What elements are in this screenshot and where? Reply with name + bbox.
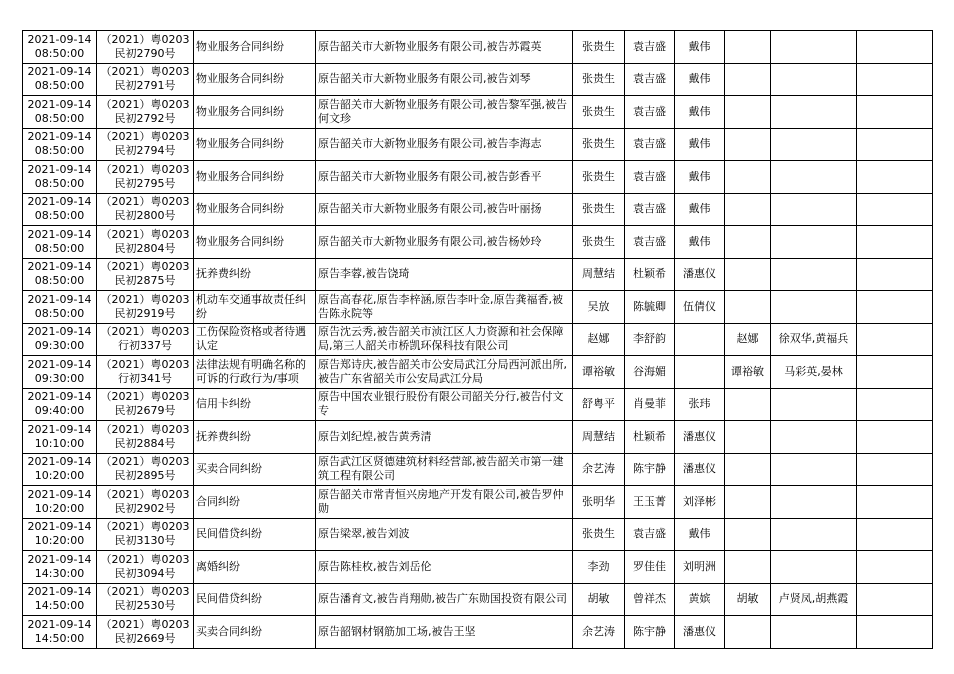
table-body: [23, 31, 933, 649]
judge-cell: 吴放: [573, 291, 625, 324]
date-cell: 2021-09-14 08:50:00: [23, 161, 97, 194]
parties-cell: 原告韶关市大新物业服务有限公司,被告李海志: [316, 128, 573, 161]
notes-cell: [857, 128, 933, 161]
hearing-schedule-table: [22, 30, 933, 649]
judge-cell: 张贵生: [573, 63, 625, 96]
notes-cell: [857, 258, 933, 291]
judge-cell: 周慧结: [573, 421, 625, 454]
case-number-cell: （2021）粤0203民初2791号: [97, 63, 194, 96]
notes-cell: [857, 291, 933, 324]
recorder-cell: 潘惠仪: [675, 258, 725, 291]
notes-cell: [857, 161, 933, 194]
case-number-cell: （2021）粤0203行初341号: [97, 356, 194, 389]
case-number-cell: （2021）粤0203民初2792号: [97, 96, 194, 129]
date-cell: 2021-09-14 14:50:00: [23, 616, 97, 649]
table-row: [23, 616, 933, 649]
case-type-cell: 机动车交通事故责任纠纷: [194, 291, 316, 324]
clerk-cell: 王玉菁: [625, 486, 675, 519]
recorder-cell: [675, 323, 725, 356]
case-type-cell: 抚养费纠纷: [194, 258, 316, 291]
parties-cell: 原告韶关市大新物业服务有限公司,被告刘琴: [316, 63, 573, 96]
parties-cell: 原告武江区贤德建筑材料经营部,被告韶关市第一建筑工程有限公司: [316, 453, 573, 486]
assessors-cell: [771, 518, 857, 551]
date-cell: 2021-09-14 14:50:00: [23, 583, 97, 616]
case-type-cell: 物业服务合同纠纷: [194, 96, 316, 129]
notes-cell: [857, 31, 933, 64]
table-row: [23, 161, 933, 194]
judge-cell: 张贵生: [573, 161, 625, 194]
case-number-cell: （2021）粤0203民初2679号: [97, 388, 194, 421]
case-type-cell: 法律法规有明确名称的可诉的行政行为/事项: [194, 356, 316, 389]
case-number-cell: （2021）粤0203民初3130号: [97, 518, 194, 551]
judge-cell: 张贵生: [573, 128, 625, 161]
assessors-cell: [771, 486, 857, 519]
presiding-cell: [725, 453, 771, 486]
judge-cell: 谭裕敏: [573, 356, 625, 389]
clerk-cell: 袁吉盛: [625, 161, 675, 194]
presiding-cell: [725, 63, 771, 96]
recorder-cell: 刘明洲: [675, 551, 725, 584]
date-cell: 2021-09-14 08:50:00: [23, 291, 97, 324]
date-cell: 2021-09-14 10:20:00: [23, 486, 97, 519]
clerk-cell: 谷海媚: [625, 356, 675, 389]
parties-cell: 原告韶钢材钢筋加工场,被告王坚: [316, 616, 573, 649]
assessors-cell: [771, 31, 857, 64]
assessors-cell: [771, 161, 857, 194]
assessors-cell: [771, 453, 857, 486]
judge-cell: 舒粤平: [573, 388, 625, 421]
notes-cell: [857, 356, 933, 389]
judge-cell: 张贵生: [573, 193, 625, 226]
judge-cell: 张明华: [573, 486, 625, 519]
case-type-cell: 民间借贷纠纷: [194, 583, 316, 616]
case-type-cell: 信用卡纠纷: [194, 388, 316, 421]
recorder-cell: 戴伟: [675, 161, 725, 194]
parties-cell: 原告韶关市大新物业服务有限公司,被告杨妙玲: [316, 226, 573, 259]
assessors-cell: [771, 421, 857, 454]
parties-cell: 原告陈桂枚,被告刘岳伦: [316, 551, 573, 584]
case-number-cell: （2021）粤0203民初2794号: [97, 128, 194, 161]
parties-cell: 原告韶关市大新物业服务有限公司,被告苏霞英: [316, 31, 573, 64]
case-type-cell: 物业服务合同纠纷: [194, 193, 316, 226]
assessors-cell: [771, 616, 857, 649]
date-cell: 2021-09-14 08:50:00: [23, 258, 97, 291]
date-cell: 2021-09-14 08:50:00: [23, 63, 97, 96]
date-cell: 2021-09-14 09:30:00: [23, 356, 97, 389]
case-type-cell: 物业服务合同纠纷: [194, 161, 316, 194]
date-cell: 2021-09-14 08:50:00: [23, 128, 97, 161]
notes-cell: [857, 583, 933, 616]
assessors-cell: [771, 226, 857, 259]
presiding-cell: [725, 518, 771, 551]
parties-cell: 原告潘育文,被告肖翔勋,被告广东勋国投资有限公司: [316, 583, 573, 616]
presiding-cell: 胡敏: [725, 583, 771, 616]
case-number-cell: （2021）粤0203行初337号: [97, 323, 194, 356]
case-number-cell: （2021）粤0203民初2795号: [97, 161, 194, 194]
recorder-cell: 伍倩仪: [675, 291, 725, 324]
judge-cell: 李劲: [573, 551, 625, 584]
table-row: [23, 63, 933, 96]
table-row: [23, 388, 933, 421]
case-type-cell: 买卖合同纠纷: [194, 453, 316, 486]
table-row: [23, 291, 933, 324]
parties-cell: 原告梁翠,被告刘波: [316, 518, 573, 551]
notes-cell: [857, 63, 933, 96]
table-row: [23, 486, 933, 519]
case-type-cell: 离婚纠纷: [194, 551, 316, 584]
judge-cell: 张贵生: [573, 96, 625, 129]
recorder-cell: 刘泽彬: [675, 486, 725, 519]
parties-cell: 原告中国农业银行股份有限公司韶关分行,被告付文专: [316, 388, 573, 421]
clerk-cell: 袁吉盛: [625, 226, 675, 259]
assessors-cell: 徐双华,黄福兵: [771, 323, 857, 356]
notes-cell: [857, 421, 933, 454]
case-type-cell: 物业服务合同纠纷: [194, 128, 316, 161]
recorder-cell: 戴伟: [675, 518, 725, 551]
date-cell: 2021-09-14 10:20:00: [23, 453, 97, 486]
recorder-cell: 戴伟: [675, 128, 725, 161]
clerk-cell: 袁吉盛: [625, 96, 675, 129]
clerk-cell: 袁吉盛: [625, 128, 675, 161]
assessors-cell: [771, 193, 857, 226]
date-cell: 2021-09-14 10:10:00: [23, 421, 97, 454]
presiding-cell: [725, 226, 771, 259]
judge-cell: 赵娜: [573, 323, 625, 356]
assessors-cell: [771, 258, 857, 291]
parties-cell: 原告李蓉,被告饶琦: [316, 258, 573, 291]
presiding-cell: [725, 31, 771, 64]
case-type-cell: 物业服务合同纠纷: [194, 31, 316, 64]
clerk-cell: 袁吉盛: [625, 31, 675, 64]
clerk-cell: 李舒韵: [625, 323, 675, 356]
presiding-cell: [725, 128, 771, 161]
date-cell: 2021-09-14 08:50:00: [23, 31, 97, 64]
assessors-cell: 马彩英,晏林: [771, 356, 857, 389]
clerk-cell: 陈宇静: [625, 453, 675, 486]
case-number-cell: （2021）粤0203民初3094号: [97, 551, 194, 584]
notes-cell: [857, 453, 933, 486]
presiding-cell: [725, 193, 771, 226]
assessors-cell: 卢贤凤,胡燕霞: [771, 583, 857, 616]
date-cell: 2021-09-14 08:50:00: [23, 226, 97, 259]
table-row: [23, 453, 933, 486]
case-number-cell: （2021）粤0203民初2800号: [97, 193, 194, 226]
parties-cell: 原告郑诗庆,被告韶关市公安局武江分局西河派出所,被告广东省韶关市公安局武江分局: [316, 356, 573, 389]
parties-cell: 原告韶关市常青恒兴房地产开发有限公司,被告罗仲勋: [316, 486, 573, 519]
notes-cell: [857, 193, 933, 226]
table-row: [23, 31, 933, 64]
recorder-cell: 戴伟: [675, 31, 725, 64]
table-row: [23, 128, 933, 161]
date-cell: 2021-09-14 10:20:00: [23, 518, 97, 551]
clerk-cell: 罗佳佳: [625, 551, 675, 584]
case-type-cell: 物业服务合同纠纷: [194, 226, 316, 259]
parties-cell: 原告沈云秀,被告韶关市浈江区人力资源和社会保障局,第三人韶关市桥凯环保科技有限公司: [316, 323, 573, 356]
notes-cell: [857, 323, 933, 356]
clerk-cell: 陈毓卿: [625, 291, 675, 324]
presiding-cell: [725, 96, 771, 129]
case-number-cell: （2021）粤0203民初2902号: [97, 486, 194, 519]
notes-cell: [857, 518, 933, 551]
case-number-cell: （2021）粤0203民初2895号: [97, 453, 194, 486]
assessors-cell: [771, 128, 857, 161]
notes-cell: [857, 226, 933, 259]
case-type-cell: 物业服务合同纠纷: [194, 63, 316, 96]
recorder-cell: 潘惠仪: [675, 453, 725, 486]
clerk-cell: 袁吉盛: [625, 63, 675, 96]
presiding-cell: [725, 161, 771, 194]
clerk-cell: 杜颖希: [625, 421, 675, 454]
judge-cell: 余艺涛: [573, 616, 625, 649]
case-type-cell: 合同纠纷: [194, 486, 316, 519]
judge-cell: 张贵生: [573, 226, 625, 259]
presiding-cell: [725, 258, 771, 291]
recorder-cell: 潘惠仪: [675, 616, 725, 649]
judge-cell: 胡敏: [573, 583, 625, 616]
case-number-cell: （2021）粤0203民初2790号: [97, 31, 194, 64]
assessors-cell: [771, 96, 857, 129]
assessors-cell: [771, 388, 857, 421]
assessors-cell: [771, 63, 857, 96]
table-row: [23, 226, 933, 259]
recorder-cell: [675, 356, 725, 389]
table-row: [23, 193, 933, 226]
clerk-cell: 肖曼菲: [625, 388, 675, 421]
parties-cell: 原告韶关市大新物业服务有限公司,被告彭香平: [316, 161, 573, 194]
recorder-cell: 张玮: [675, 388, 725, 421]
table-row: [23, 583, 933, 616]
table-row: [23, 96, 933, 129]
date-cell: 2021-09-14 09:30:00: [23, 323, 97, 356]
notes-cell: [857, 96, 933, 129]
judge-cell: 余艺涛: [573, 453, 625, 486]
clerk-cell: 陈宇静: [625, 616, 675, 649]
table-row: [23, 258, 933, 291]
clerk-cell: 杜颖希: [625, 258, 675, 291]
table-row: [23, 421, 933, 454]
presiding-cell: [725, 486, 771, 519]
presiding-cell: [725, 291, 771, 324]
case-number-cell: （2021）粤0203民初2919号: [97, 291, 194, 324]
recorder-cell: 黄嫔: [675, 583, 725, 616]
case-type-cell: 工伤保险资格或者待遇认定: [194, 323, 316, 356]
date-cell: 2021-09-14 14:30:00: [23, 551, 97, 584]
table-row: [23, 518, 933, 551]
recorder-cell: 戴伟: [675, 96, 725, 129]
recorder-cell: 戴伟: [675, 226, 725, 259]
case-number-cell: （2021）粤0203民初2884号: [97, 421, 194, 454]
assessors-cell: [771, 551, 857, 584]
case-type-cell: 抚养费纠纷: [194, 421, 316, 454]
judge-cell: 张贵生: [573, 518, 625, 551]
recorder-cell: 戴伟: [675, 63, 725, 96]
date-cell: 2021-09-14 08:50:00: [23, 193, 97, 226]
notes-cell: [857, 551, 933, 584]
recorder-cell: 潘惠仪: [675, 421, 725, 454]
notes-cell: [857, 616, 933, 649]
parties-cell: 原告刘纪煌,被告黄秀清: [316, 421, 573, 454]
date-cell: 2021-09-14 08:50:00: [23, 96, 97, 129]
clerk-cell: 袁吉盛: [625, 518, 675, 551]
case-type-cell: 民间借贷纠纷: [194, 518, 316, 551]
assessors-cell: [771, 291, 857, 324]
case-type-cell: 买卖合同纠纷: [194, 616, 316, 649]
table-row: [23, 551, 933, 584]
presiding-cell: 谭裕敏: [725, 356, 771, 389]
parties-cell: 原告高春花,原告李梓涵,原告李叶金,原告龚福香,被告陈永院等: [316, 291, 573, 324]
case-number-cell: （2021）粤0203民初2875号: [97, 258, 194, 291]
case-number-cell: （2021）粤0203民初2530号: [97, 583, 194, 616]
parties-cell: 原告韶关市大新物业服务有限公司,被告叶丽扬: [316, 193, 573, 226]
clerk-cell: 曾祥杰: [625, 583, 675, 616]
presiding-cell: [725, 551, 771, 584]
presiding-cell: [725, 388, 771, 421]
notes-cell: [857, 388, 933, 421]
notes-cell: [857, 486, 933, 519]
clerk-cell: 袁吉盛: [625, 193, 675, 226]
recorder-cell: 戴伟: [675, 193, 725, 226]
table-row: [23, 356, 933, 389]
presiding-cell: [725, 421, 771, 454]
parties-cell: 原告韶关市大新物业服务有限公司,被告黎军强,被告何文珍: [316, 96, 573, 129]
judge-cell: 周慧结: [573, 258, 625, 291]
presiding-cell: 赵娜: [725, 323, 771, 356]
case-number-cell: （2021）粤0203民初2669号: [97, 616, 194, 649]
judge-cell: 张贵生: [573, 31, 625, 64]
case-number-cell: （2021）粤0203民初2804号: [97, 226, 194, 259]
table-row: [23, 323, 933, 356]
presiding-cell: [725, 616, 771, 649]
date-cell: 2021-09-14 09:40:00: [23, 388, 97, 421]
